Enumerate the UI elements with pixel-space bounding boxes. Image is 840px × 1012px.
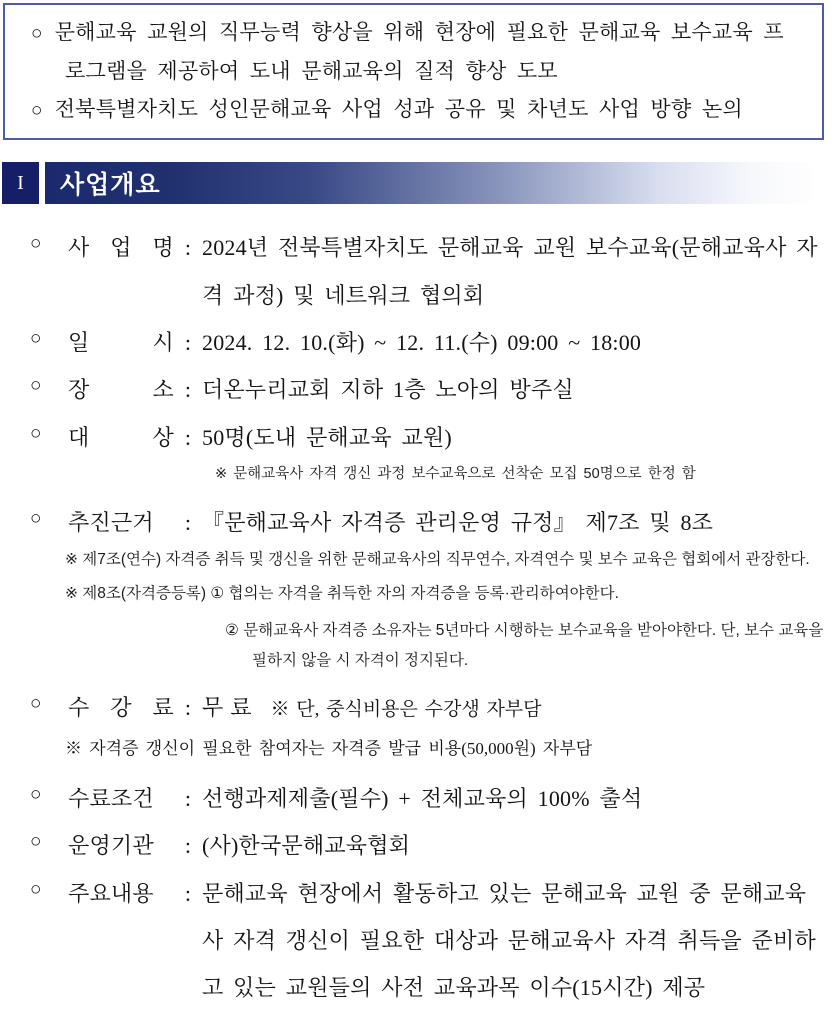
overview-item-completion [30,775,824,822]
item-colon: : [184,377,192,403]
section-numeral: I [2,162,39,204]
overview-item-project-name [30,224,824,319]
target-capacity-note: ※ 문해교육사 자격 갱신 과정 보수교육으로 선착순 모집 50명으로 한정 함 [215,465,696,482]
circle-bullet-icon: ○ [30,878,42,900]
item-value: 50명(도내 문해교육 교원) [202,424,452,450]
item-colon: : [184,880,192,906]
overview-item-legal-basis [30,499,824,546]
item-value: 문해교육 현장에서 활동하고 있는 문해교육 교원 중 문해교육사 자격 갱신이 필요한 대상과 문해교육사 자격 취득을 준비하고 있는 교원들의 사전 교육과목 이수(15시간) 제공 [202,880,816,1001]
item-colon: : [184,786,192,812]
item-label: 수 강 료 [68,695,174,721]
document-page [0,3,840,999]
legal-note-article8-sub: ② 문해교육사 자격증 소유자는 5년마다 시행하는 보수교육을 받아야한다. 단, 보수 교육을 필하지 않을 시 자격이 정지된다. [225,621,824,670]
item-label: 운영기관 [68,833,154,859]
fee-suffix-note: ※ 단, 중식비용은 수강생 자부담 [270,699,542,721]
circle-bullet-icon: ○ [30,375,42,397]
summary-line [31,90,804,129]
summary-line-text: 문해교육 교원의 직무능력 향상을 위해 현장에 필요한 문해교육 보수교육 프로그램을 제공하여 도내 문해교육의 질적 향상 도모 [54,20,784,83]
overview-list [0,204,840,1011]
item-value: (사)한국문해교육협회 [202,833,411,859]
legal-note-article8: ※ 제8조(자격증등록) ① 협의는 자격을 취득한 자의 자격증을 등록·관리하여야한다. [65,584,619,602]
overview-item-operator [30,822,824,869]
item-label: 주요내용 [68,880,154,906]
circle-bullet-icon: ○ [30,784,42,806]
section-title: 사업개요 [45,162,813,204]
circle-bullet-icon: ○ [30,327,42,349]
item-colon: : [184,833,192,859]
overview-item-main-content [30,870,824,1012]
item-colon: : [184,424,192,450]
item-colon: : [184,695,192,721]
circle-bullet-icon: ○ [30,831,42,853]
item-label: 장 소 [68,377,174,403]
item-label: 사 업 명 [68,235,174,261]
circle-bullet-icon: ○ [30,422,42,444]
item-label: 대 상 [68,424,174,450]
circle-bullet-icon: ○ [30,233,42,255]
overview-item-target [30,414,824,461]
item-label: 추진근거 [68,509,154,535]
summary-line-text: 전북특별자치도 성인문해교육 사업 성과 공유 및 차년도 사업 방향 논의 [54,96,743,121]
summary-box [3,3,824,140]
item-label: 수료조건 [68,786,154,812]
item-value: 2024. 12. 10.(화) ~ 12. 11.(수) 09:00 ~ 18:00 [202,329,642,355]
overview-item-place [30,366,824,413]
item-colon: : [184,235,192,261]
summary-line [31,13,804,90]
fee-value: 무료 [202,695,259,721]
overview-item-fee [30,684,824,731]
overview-item-date [30,319,824,366]
legal-note-article7: ※ 제7조(연수) 자격증 취득 및 갱신을 위한 문해교육사의 직무연수, 자격연수 및 보수 교육은 협회에서 관장한다. [65,550,810,568]
circle-bullet-icon: ○ [30,693,42,715]
item-label: 일 시 [68,329,174,355]
item-value: 더온누리교회 지하 1층 노아의 방주실 [202,377,574,403]
fee-renewal-note: ※ 자격증 갱신이 필요한 참여자는 자격증 발급 비용(50,000원) 자부담 [65,738,593,758]
item-value: 『문해교육사 자격증 관리운영 규정』 제7조 및 8조 [202,509,714,535]
circle-bullet-icon: ○ [31,99,43,121]
item-colon: : [184,329,192,355]
circle-bullet-icon: ○ [30,507,42,529]
section-header [2,162,840,204]
item-value: 선행과제제출(필수) + 전체교육의 100% 출석 [202,786,643,812]
circle-bullet-icon: ○ [31,23,43,44]
item-value [202,684,824,731]
item-value: 2024년 전북특별자치도 문해교육 교원 보수교육(문해교육사 자격 과정) 및 네트워크 협의회 [202,235,818,308]
item-colon: : [184,509,192,535]
